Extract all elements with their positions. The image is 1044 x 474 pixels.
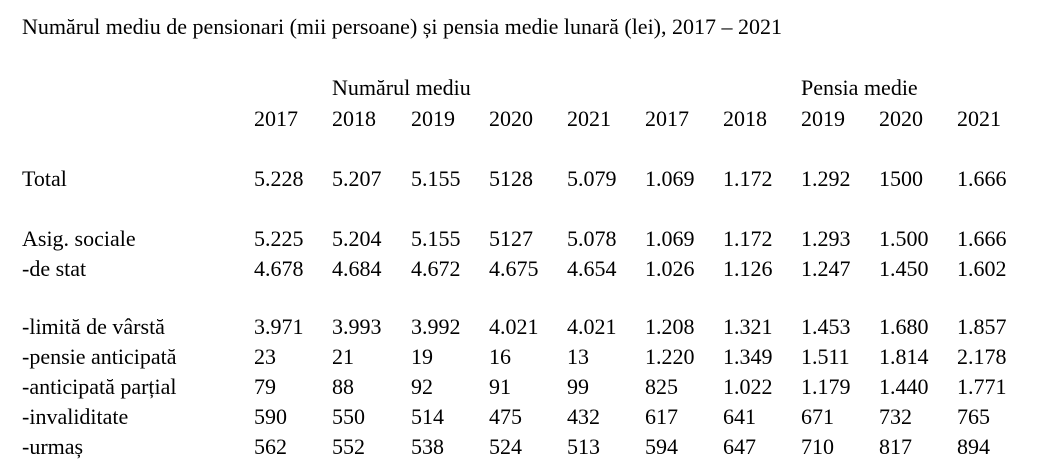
table-cell: 99 (567, 374, 589, 399)
table-cell: 732 (879, 404, 912, 429)
table-cell: 1.440 (879, 374, 929, 399)
table-cell: 4.678 (254, 256, 304, 281)
table-cell: 710 (801, 434, 834, 459)
table-cell: 817 (879, 434, 912, 459)
table-cell: 4.672 (411, 256, 461, 281)
table-cell: 617 (645, 404, 678, 429)
row-label: -invaliditate (22, 404, 129, 429)
table-cell: 4.021 (567, 314, 617, 339)
table-cell: 1.321 (723, 314, 773, 339)
table-cell: 1.069 (645, 166, 695, 191)
table-cell: 1.602 (957, 256, 1007, 281)
table-cell: 5128 (489, 166, 533, 191)
table-cell: 513 (567, 434, 600, 459)
table-cell: 23 (254, 344, 276, 369)
table-cell: 1.453 (801, 314, 851, 339)
table-cell: 1500 (879, 166, 923, 191)
table-cell: 5127 (489, 226, 533, 251)
table-cell: 524 (489, 434, 522, 459)
table-cell: 1.680 (879, 314, 929, 339)
group-header-numarul-mediu: Numărul mediu (332, 75, 471, 100)
table-cell: 1.293 (801, 226, 851, 251)
year-header: 2019 (801, 106, 845, 131)
table-cell: 538 (411, 434, 444, 459)
table-cell: 590 (254, 404, 287, 429)
row-label: Asig. sociale (22, 226, 136, 251)
table-cell: 550 (332, 404, 365, 429)
table-cell: 562 (254, 434, 287, 459)
table-cell: 1.666 (957, 226, 1007, 251)
table-row-total (0, 165, 1044, 193)
table-cell: 88 (332, 374, 354, 399)
table-cell: 1.126 (723, 256, 773, 281)
table-cell: 647 (723, 434, 756, 459)
table-cell: 5.155 (411, 226, 461, 251)
row-label: -limită de vârstă (22, 314, 165, 339)
table-row-de-stat (0, 255, 1044, 283)
table-cell: 1.292 (801, 166, 851, 191)
year-header: 2018 (723, 106, 767, 131)
table-cell: 4.654 (567, 256, 617, 281)
table-cell: 92 (411, 374, 433, 399)
table-cell: 1.208 (645, 314, 695, 339)
table-cell: 5.204 (332, 226, 382, 251)
year-header: 2021 (567, 106, 611, 131)
table-cell: 5.078 (567, 226, 617, 251)
table-cell: 1.814 (879, 344, 929, 369)
table-cell: 1.179 (801, 374, 851, 399)
table-cell: 1.022 (723, 374, 773, 399)
table-cell: 1.220 (645, 344, 695, 369)
table-cell: 475 (489, 404, 522, 429)
table-cell: 5.225 (254, 226, 304, 251)
table-row-invaliditate (0, 403, 1044, 431)
table-cell: 2.178 (957, 344, 1007, 369)
table-cell: 432 (567, 404, 600, 429)
group-header-pensia-medie: Pensia medie (801, 75, 918, 100)
table-cell: 5.155 (411, 166, 461, 191)
table-row-anticipata-partial (0, 373, 1044, 401)
table-cell: 79 (254, 374, 276, 399)
table-row-asig-sociale (0, 225, 1044, 253)
year-header: 2018 (332, 106, 376, 131)
table-cell: 514 (411, 404, 444, 429)
year-header: 2019 (411, 106, 455, 131)
table-title: Numărul mediu de pensionari (mii persoane) și pensia medie lunară (lei), 2017 – 2021 (22, 14, 783, 39)
year-header: 2020 (879, 106, 923, 131)
table-row-urmas (0, 433, 1044, 461)
table-cell: 552 (332, 434, 365, 459)
year-header-row (0, 105, 1044, 133)
table-cell: 641 (723, 404, 756, 429)
row-label: -urmaș (22, 434, 84, 459)
table-cell: 91 (489, 374, 511, 399)
year-header: 2021 (957, 106, 1001, 131)
table-cell: 19 (411, 344, 433, 369)
table-cell: 4.675 (489, 256, 539, 281)
table-cell: 1.511 (801, 344, 850, 369)
table-cell: 1.450 (879, 256, 929, 281)
table-cell: 5.079 (567, 166, 617, 191)
row-label: -pensie anticipată (22, 344, 177, 369)
row-label: -anticipată parțial (22, 374, 177, 399)
table-row-pensie-anticipata (0, 343, 1044, 371)
row-label: -de stat (22, 256, 87, 281)
table-cell: 1.349 (723, 344, 773, 369)
table-cell: 671 (801, 404, 834, 429)
year-header: 2020 (489, 106, 533, 131)
year-header: 2017 (254, 106, 298, 131)
table-cell: 3.971 (254, 314, 304, 339)
table-cell: 1.069 (645, 226, 695, 251)
table-cell: 1.247 (801, 256, 851, 281)
table-cell: 1.500 (879, 226, 929, 251)
table-cell: 1.771 (957, 374, 1007, 399)
table-cell: 13 (567, 344, 589, 369)
table-cell: 3.992 (411, 314, 461, 339)
table-cell: 1.666 (957, 166, 1007, 191)
table-cell: 825 (645, 374, 678, 399)
table-cell: 16 (489, 344, 511, 369)
table-cell: 4.684 (332, 256, 382, 281)
row-label: Total (22, 166, 67, 191)
table-cell: 1.857 (957, 314, 1007, 339)
table-cell: 1.172 (723, 226, 773, 251)
table-cell: 3.993 (332, 314, 382, 339)
table-cell: 4.021 (489, 314, 539, 339)
table-cell: 894 (957, 434, 990, 459)
table-cell: 5.207 (332, 166, 382, 191)
table-row-limita-de-varsta (0, 313, 1044, 341)
table-cell: 21 (332, 344, 354, 369)
table-cell: 765 (957, 404, 990, 429)
table-cell: 594 (645, 434, 678, 459)
table-cell: 1.172 (723, 166, 773, 191)
table-cell: 1.026 (645, 256, 695, 281)
year-header: 2017 (645, 106, 689, 131)
table-cell: 5.228 (254, 166, 304, 191)
